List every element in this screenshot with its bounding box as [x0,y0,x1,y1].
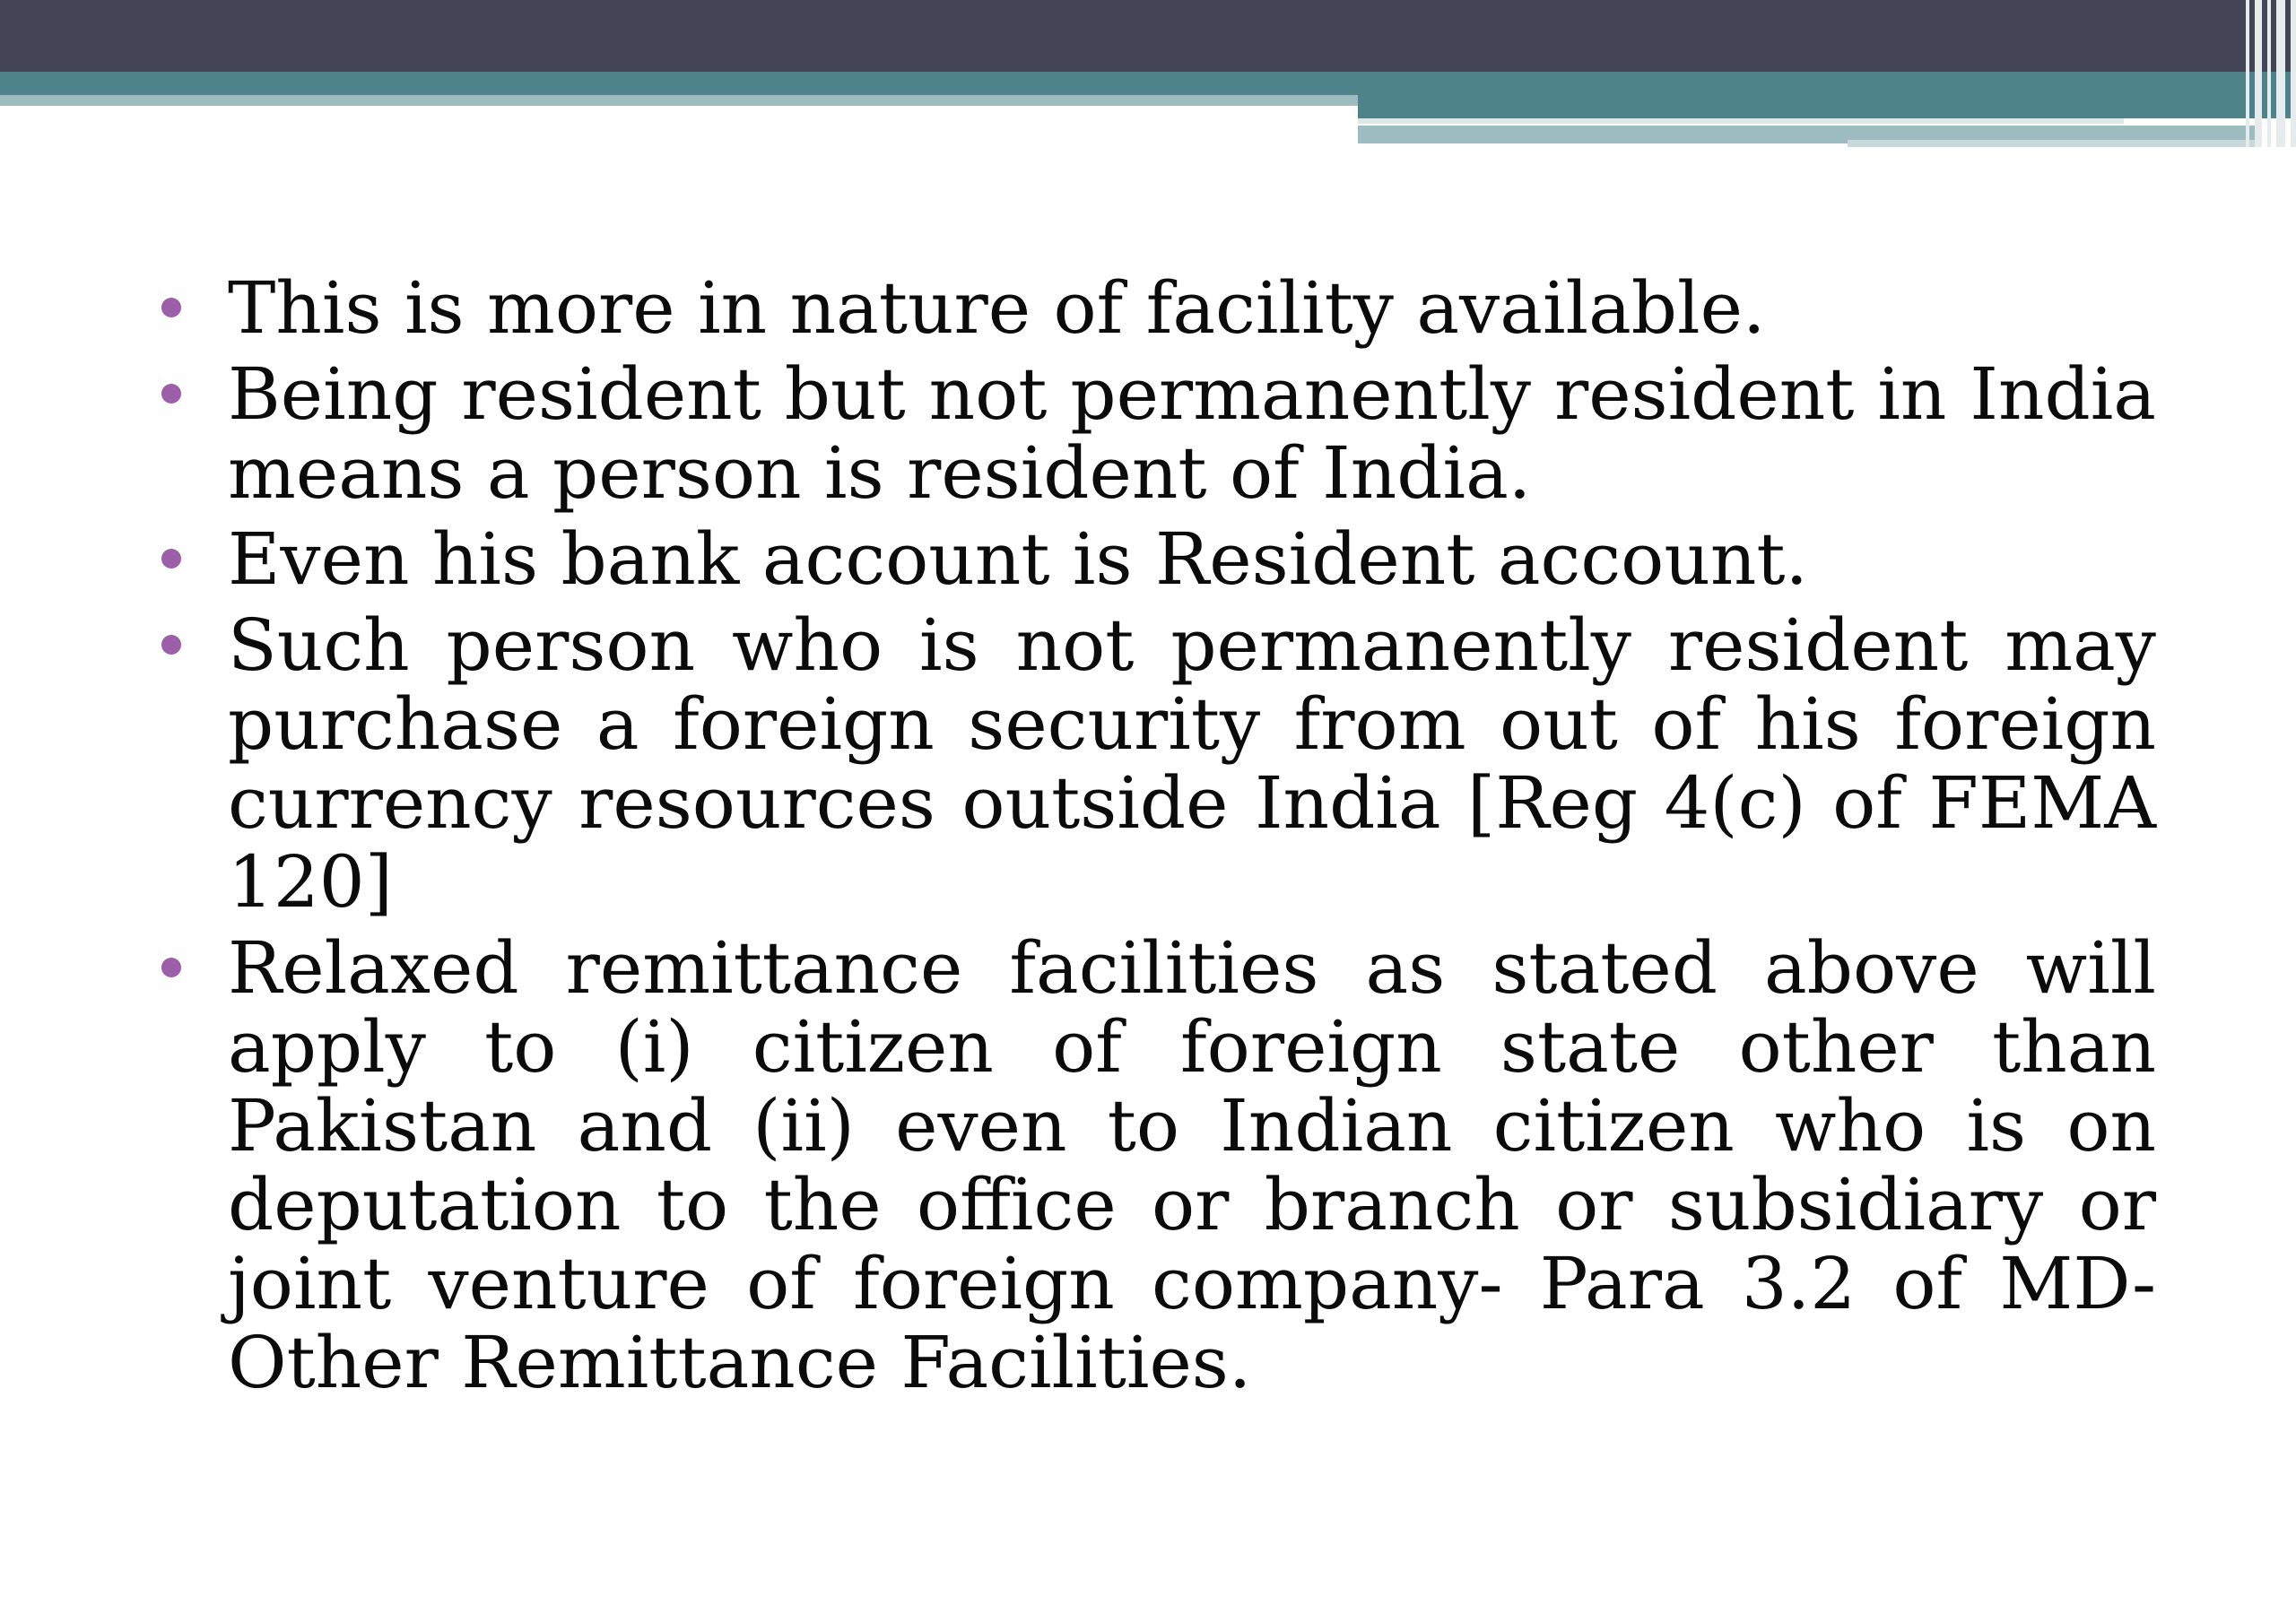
bullet-dot-icon [161,958,181,977]
bullet-item [161,352,2156,515]
bullet-item [161,603,2156,924]
header-thin-stripe-3 [1848,140,2260,147]
bullet-text: Such person who is not permanently resident may purchase a foreign security from out of his foreign currency resources outside India [Reg 4(c) of FEMA 120] [228,603,2156,924]
bullet-item [161,926,2156,1404]
bullet-item [161,517,2156,601]
header-teal-block-right [1358,95,2296,118]
bullet-text: Relaxed remittance facilities as stated above will apply to (i) citizen of foreign state other than Pakistan and (ii) even to Indian citizen who is on deputation to the office or branch or subsidiary or joint venture of foreign company- Para 3.2 of MD- Other Remittance Facilities. [228,926,2156,1404]
bullet-dot-icon [161,298,181,317]
header-thin-stripe-1 [1358,118,2124,124]
header-light-stripe-left [0,95,1358,106]
header-dark-bar [0,0,2296,72]
bullet-text: This is more in nature of facility available. [228,266,1766,350]
bullet-dot-icon [161,635,181,655]
header-teal-bar [0,72,2296,95]
bullet-text: Even his bank account is Resident account. [228,517,1808,601]
bullet-text: Being resident but not permanently resident in India means a person is resident of India. [228,352,2156,515]
header-vertical-stripes [2231,0,2296,147]
bullet-list [161,266,2156,1410]
bullet-item [161,266,2156,350]
bullet-dot-icon [161,384,181,404]
bullet-dot-icon [161,549,181,568]
